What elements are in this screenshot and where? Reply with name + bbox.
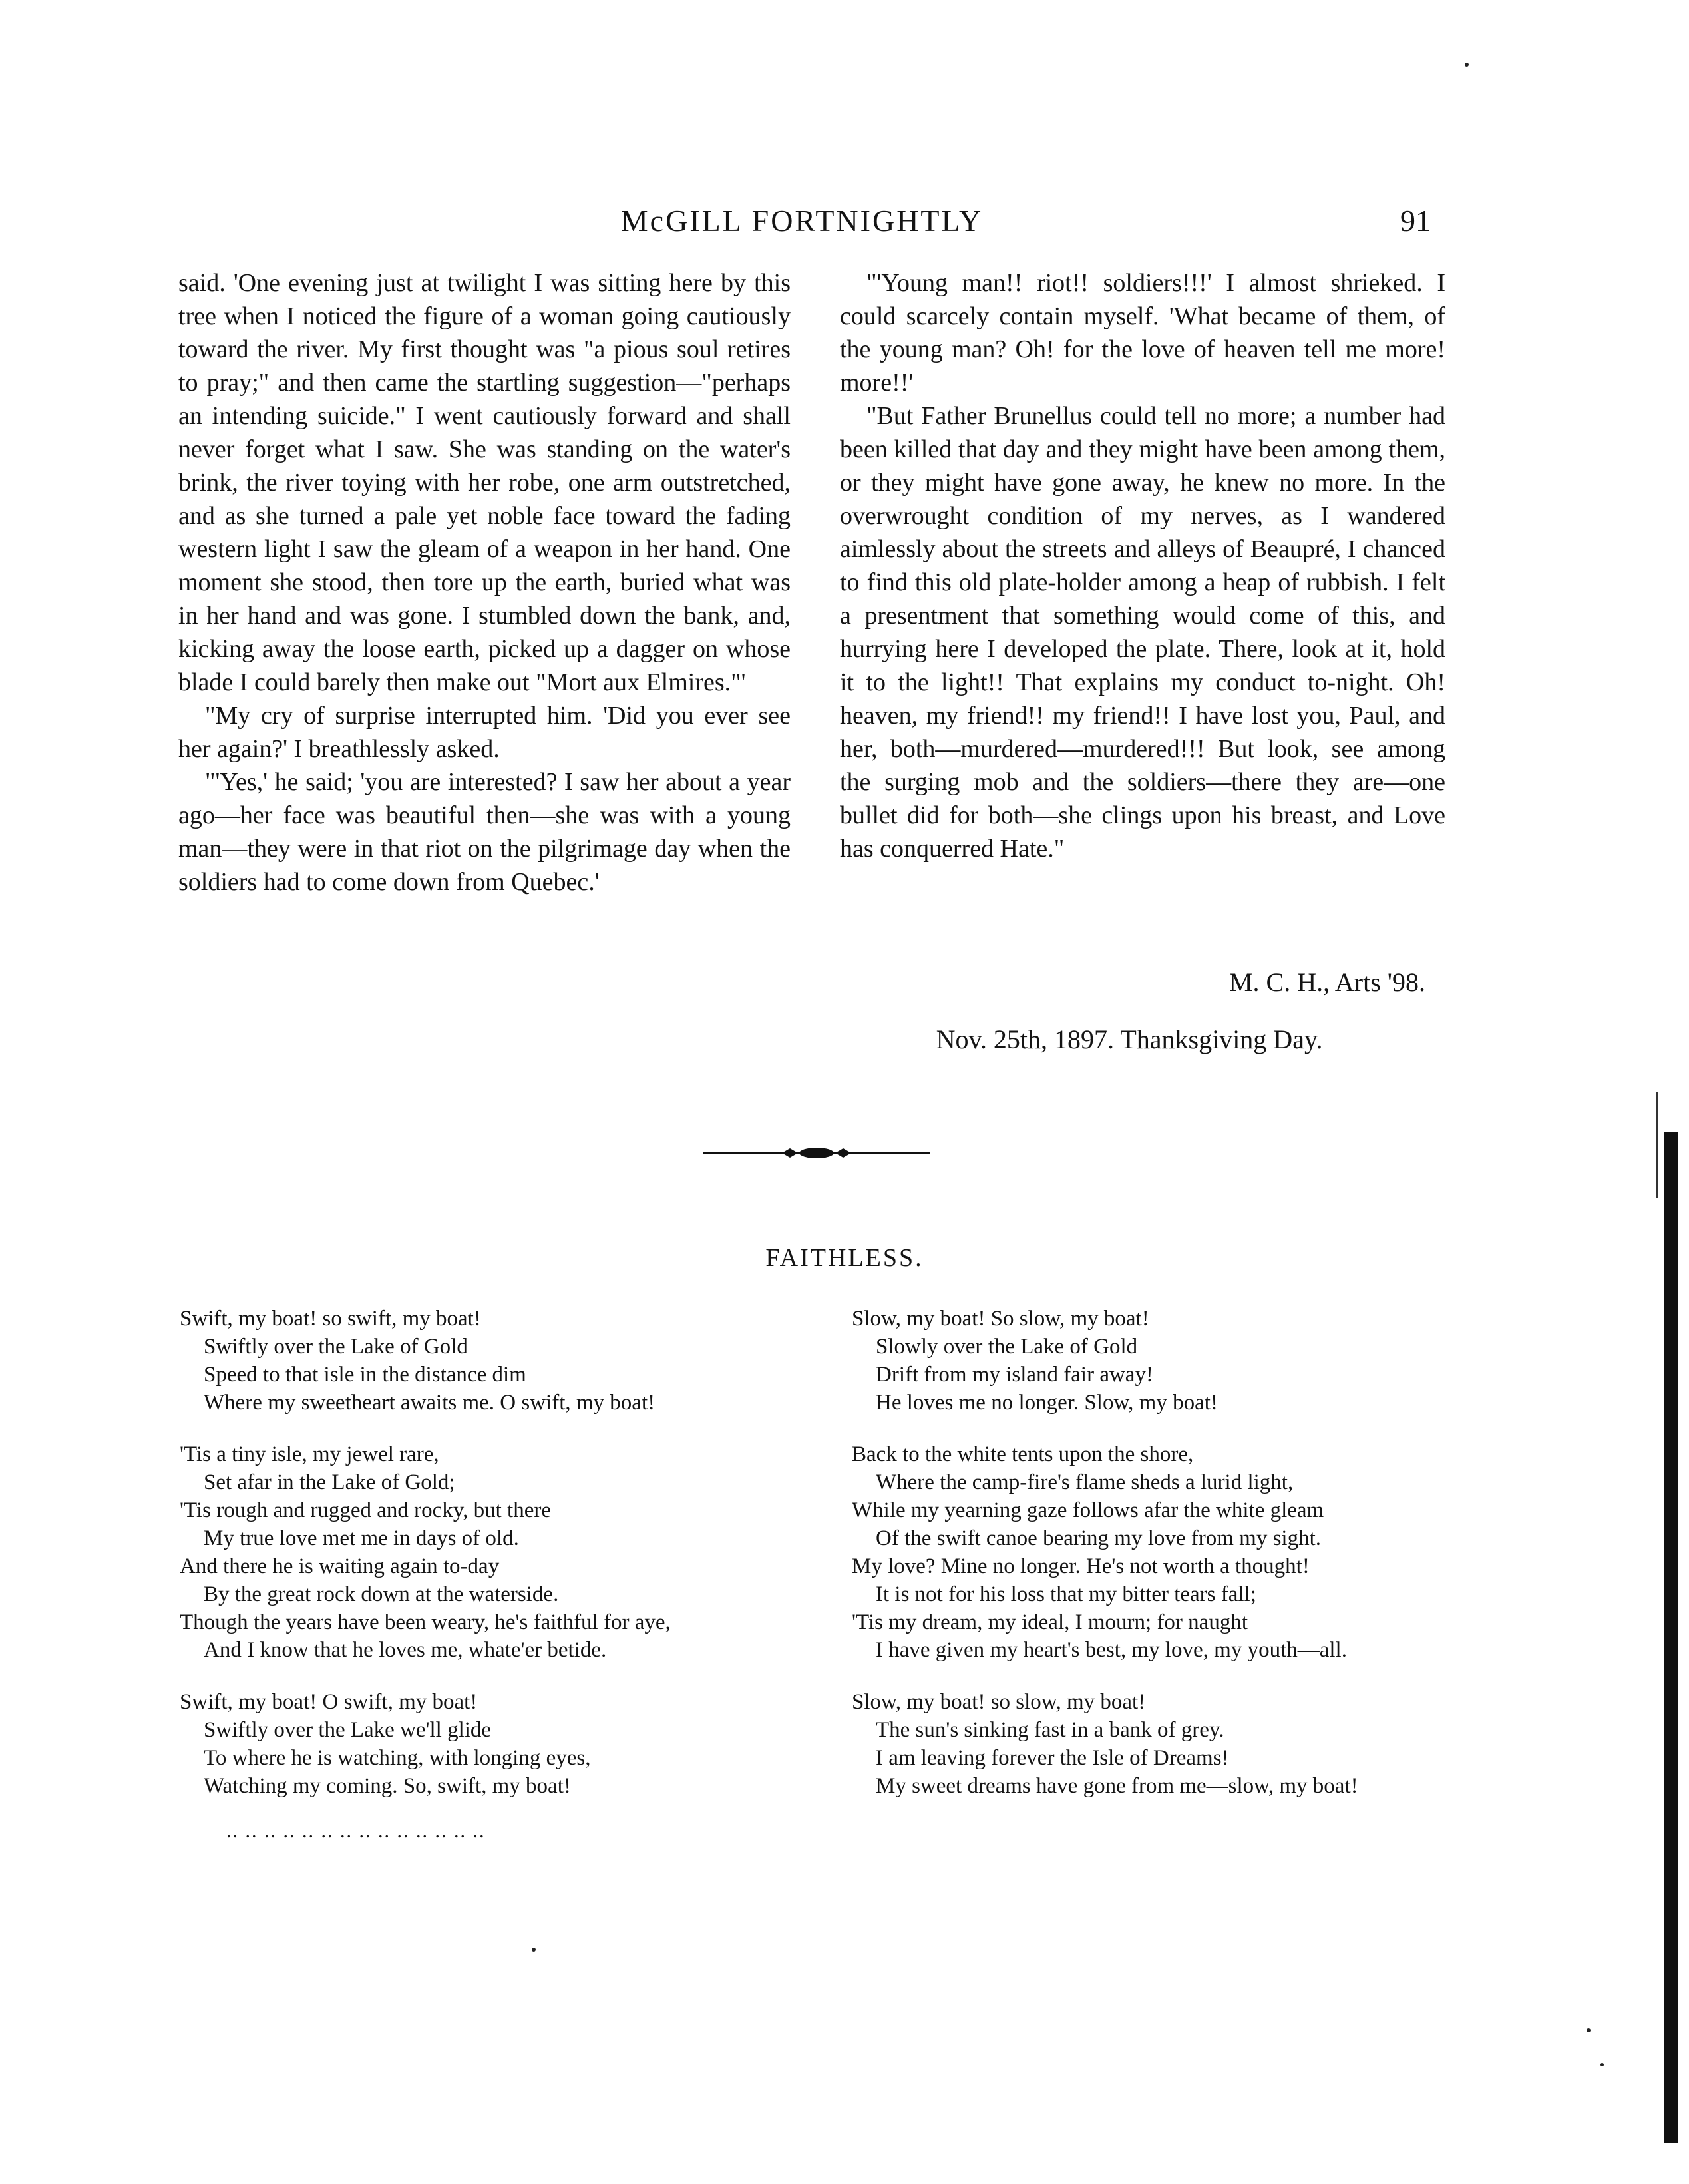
poem-line: Where my sweetheart awaits me. O swift, my boat! xyxy=(204,1391,656,1415)
poem-line: And there he is waiting again to-day xyxy=(180,1554,500,1578)
poem-line: Where the camp-fire's flame sheds a lurid light, xyxy=(876,1470,1294,1494)
poem-line: Watching my coming. So, swift, my boat! xyxy=(204,1774,571,1798)
poem-line: Slow, my boat! So slow, my boat! xyxy=(852,1307,1149,1331)
poem-line: 'Tis rough and rugged and rocky, but there xyxy=(180,1498,551,1522)
poem-stanza xyxy=(180,1305,819,1417)
poem-line: Slowly over the Lake of Gold xyxy=(876,1335,1138,1359)
journal-title: McGILL FORTNIGHTLY xyxy=(620,204,984,238)
poem-line: I am leaving forever the Isle of Dreams! xyxy=(876,1746,1229,1770)
story-paragraph: "My cry of surprise interrupted him. 'Did you ever see her again?' I breathlessly asked. xyxy=(178,702,791,763)
poem-line: Set afar in the Lake of Gold; xyxy=(204,1470,455,1494)
print-speck xyxy=(1600,2063,1604,2066)
poem-line: He loves me no longer. Slow, my boat! xyxy=(876,1391,1218,1415)
print-speck xyxy=(1465,63,1469,67)
poem-stanza xyxy=(852,1688,1464,1800)
story-dateline: Nov. 25th, 1897. Thanksgiving Day. xyxy=(936,1024,1323,1054)
poem-line: My true love met me in days of old. xyxy=(204,1526,519,1550)
story-paragraph: "'Young man!! riot!! soldiers!!!' I almost shrieked. I could scarcely contain myself. 'What became of them, of the young man? Oh! for the love of heaven tell me more! more!!' xyxy=(840,269,1445,397)
author-signature: M. C. H., Arts '98. xyxy=(1228,967,1425,997)
poem-title: FAITHLESS. xyxy=(765,1244,924,1272)
scan-edge-bar xyxy=(1664,1132,1678,2143)
poem-line: Back to the white tents upon the shore, xyxy=(852,1442,1194,1466)
poem-line: 'Tis a tiny isle, my jewel rare, xyxy=(180,1442,439,1466)
poem-column-left xyxy=(180,1305,819,1845)
poem-line: Slow, my boat! so slow, my boat! xyxy=(852,1690,1146,1714)
poem-line: Though the years have been weary, he's faithful for aye, xyxy=(180,1610,671,1634)
poem-line: My love? Mine no longer. He's not worth a thought! xyxy=(852,1554,1310,1578)
print-speck xyxy=(532,1948,536,1952)
poem-stanza xyxy=(180,1440,819,1664)
scan-edge-line xyxy=(1656,1092,1658,1198)
page-header xyxy=(173,203,1431,250)
section-divider-ornament xyxy=(703,1140,930,1166)
poem-line: Swiftly over the Lake we'll glide xyxy=(204,1718,492,1742)
poem-line: Speed to that isle in the distance dim xyxy=(204,1363,526,1387)
poem-line: Swift, my boat! so swift, my boat! xyxy=(180,1307,481,1331)
poem-line: And I know that he loves me, whate'er betide. xyxy=(204,1638,607,1662)
poem-line: My sweet dreams have gone from me—slow, my boat! xyxy=(876,1774,1358,1798)
poem-line: By the great rock down at the waterside. xyxy=(204,1582,559,1606)
poem-line: 'Tis my dream, my ideal, I mourn; for naught xyxy=(852,1610,1248,1634)
poem-ellipsis: .. .. .. .. .. .. .. .. .. .. .. .. .. .. xyxy=(226,1820,486,1842)
story-paragraph: "'Yes,' he said; 'you are interested? I saw her about a year ago—her face was beautiful then—she was with a young man—they were in that riot on the pilgrimage day when the soldiers had to come down from Quebec.' xyxy=(178,768,791,896)
poem-line: Swiftly over the Lake of Gold xyxy=(204,1335,468,1359)
story-column-left xyxy=(178,266,791,899)
poem-line: It is not for his loss that my bitter tears fall; xyxy=(876,1582,1256,1606)
print-speck xyxy=(1587,2028,1591,2032)
page-number: 91 xyxy=(1400,204,1431,238)
poem-line: While my yearning gaze follows afar the white gleam xyxy=(852,1498,1324,1522)
story-paragraph: "But Father Brunellus could tell no more; a number had been killed that day and they might have been among them, or they might have gone away, he knew no more. In the overwrought condition of my nerves, as I wandered aimlessly about the streets and alleys of Beaupré, I chanced to find this old plate-holder among a heap of rubbish. I felt a presentment that something would come of this, and hurrying here I developed the plate. There, look at it, hold it to the light!! That explains my conduct to-night. Oh! heaven, my friend!! my friend!! I have lost you, Paul, and her, both—murdered—murdered!!! But look, see among the surging mob and the soldiers—there they are—one bullet did for both—she clings upon his breast, and Love has conquerred Hate." xyxy=(840,402,1445,863)
story-paragraph: said. 'One evening just at twilight I was sitting here by this tree when I noticed the figure of a woman going cautiously toward the river. My first thought was "a pious soul retires to pray;" and then came the startling suggestion—"perhaps an intending suicide." I went cautiously forward and shall never forget what I saw. She was standing on the water's brink, the river toying with her robe, one arm outstretched, and as she turned a pale yet noble face toward the fading western light I saw the gleam of a weapon in her hand. One moment she stood, then tore up the earth, buried what was in her hand and was gone. I stumbled down the bank, and, kicking away the loose earth, picked up a dagger on whose blade I could barely then make out "Mort aux Elmires."' xyxy=(178,269,791,696)
poem-column-right xyxy=(852,1305,1464,1824)
poem-line: Of the swift canoe bearing my love from my sight. xyxy=(876,1526,1322,1550)
poem-stanza xyxy=(852,1440,1464,1664)
poem-stanza xyxy=(852,1305,1464,1417)
poem-line: Drift from my island fair away! xyxy=(876,1363,1153,1387)
poem-line: To where he is watching, with longing eyes, xyxy=(204,1746,591,1770)
poem-line: The sun's sinking fast in a bank of grey. xyxy=(876,1718,1224,1742)
poem-line: I have given my heart's best, my love, my youth—all. xyxy=(876,1638,1347,1662)
poem-line: Swift, my boat! O swift, my boat! xyxy=(180,1690,478,1714)
poem-stanza xyxy=(180,1688,819,1800)
story-column-right xyxy=(840,266,1445,865)
